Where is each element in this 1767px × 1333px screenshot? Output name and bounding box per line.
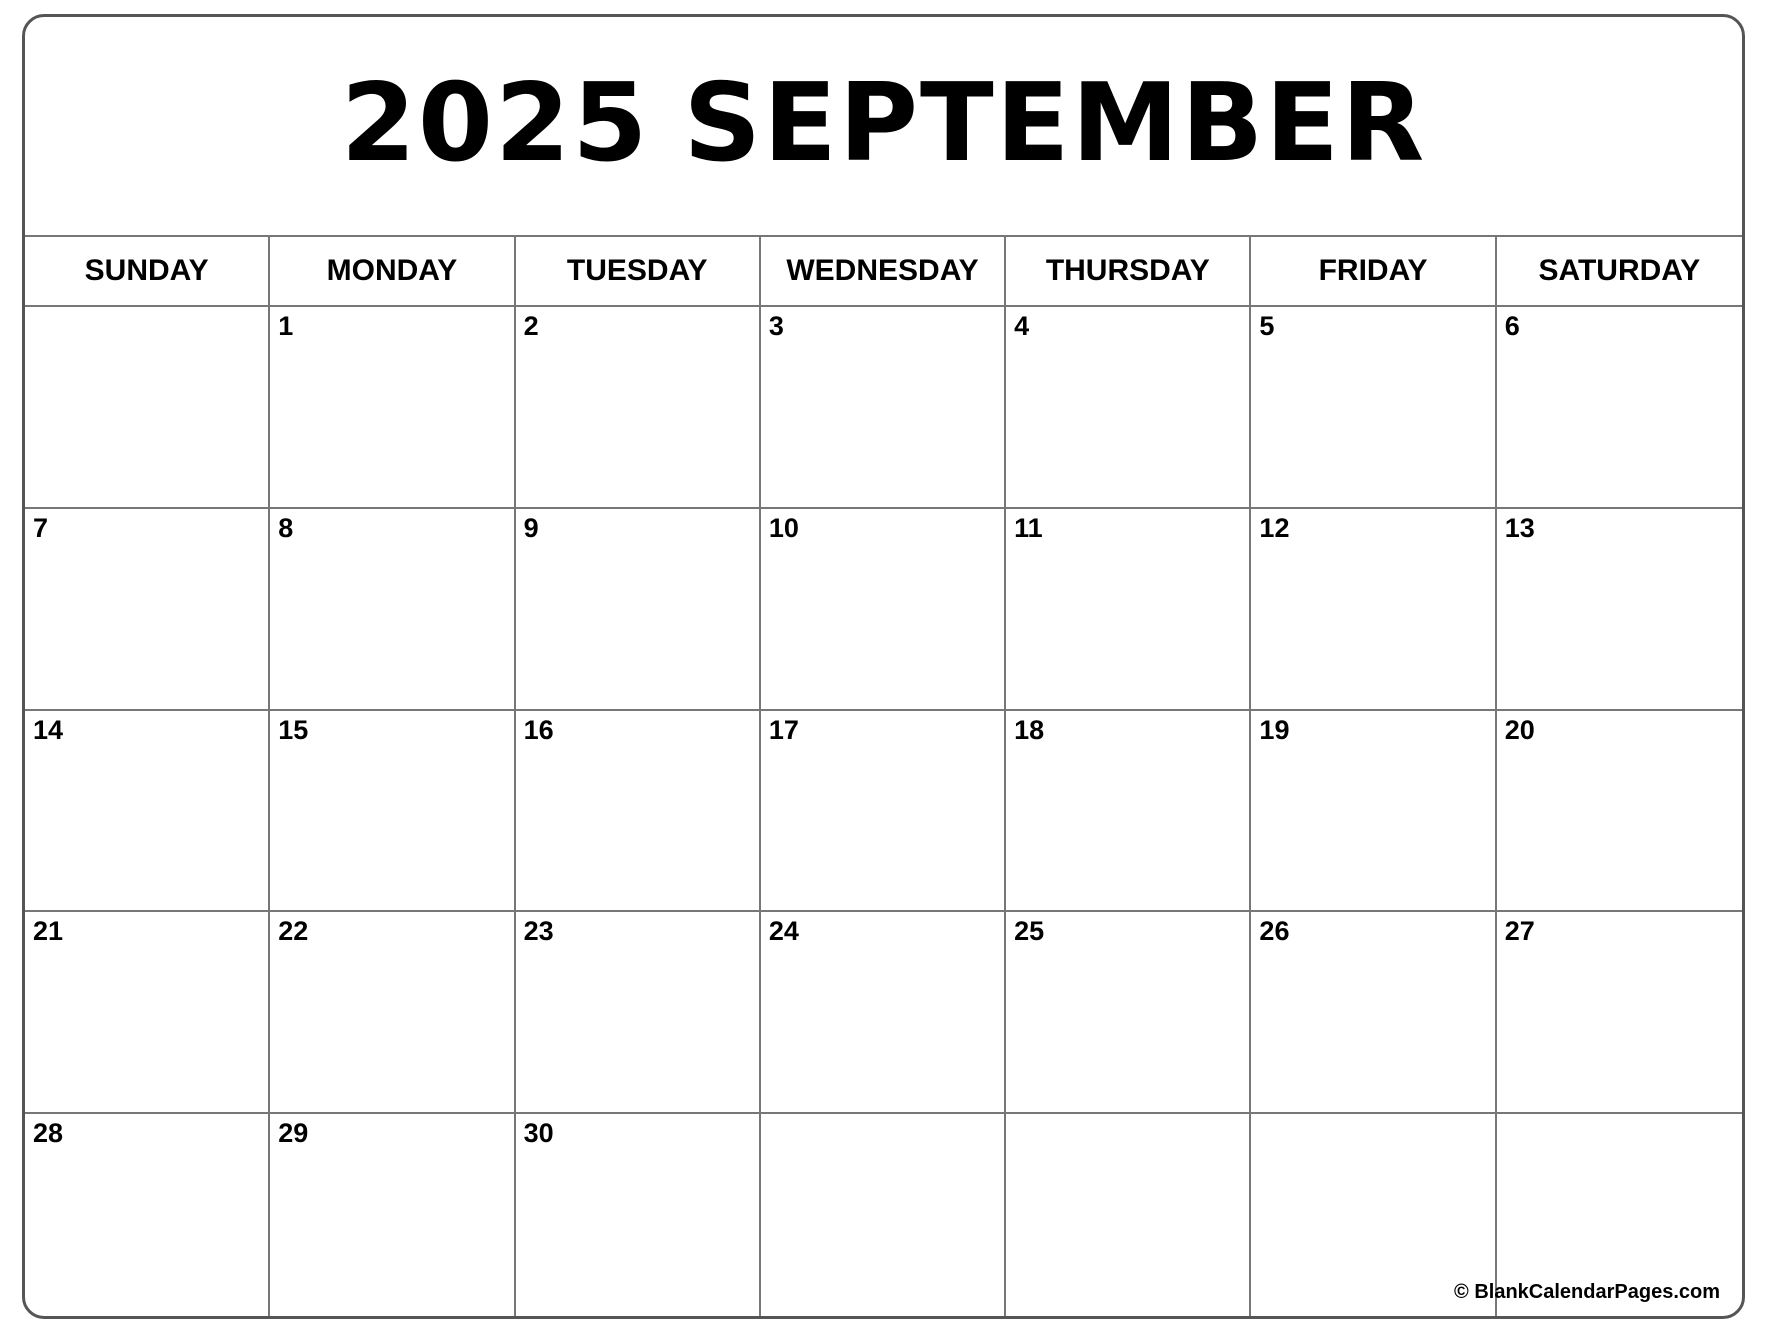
- day-number: 5: [1259, 311, 1275, 341]
- day-number: 18: [1014, 714, 1045, 745]
- weekday-thursday: THURSDAY: [1006, 237, 1251, 305]
- day-cell[interactable]: [25, 509, 270, 709]
- day-cell[interactable]: [761, 509, 1006, 709]
- day-cell[interactable]: [270, 307, 515, 507]
- day-cell[interactable]: [270, 1114, 515, 1316]
- day-cell[interactable]: [516, 711, 761, 911]
- day-cell[interactable]: [270, 912, 515, 1112]
- day-number: 2: [523, 311, 539, 341]
- week-row: [25, 711, 1742, 913]
- day-number: 4: [1014, 311, 1030, 341]
- day-cell[interactable]: [1006, 711, 1251, 911]
- day-number: 7: [33, 512, 49, 543]
- calendar-frame: [22, 14, 1745, 1319]
- day-number: 6: [1504, 311, 1520, 341]
- week-row: [25, 307, 1742, 509]
- day-cell[interactable]: [1251, 711, 1496, 911]
- weekday-sunday: SUNDAY: [25, 237, 270, 305]
- week-row: [25, 509, 1742, 711]
- day-number: 14: [33, 714, 64, 745]
- day-cell[interactable]: [761, 912, 1006, 1112]
- day-number: 15: [278, 714, 309, 745]
- day-cell[interactable]: [1497, 711, 1742, 911]
- day-cell[interactable]: [1251, 912, 1496, 1112]
- calendar-grid: [25, 307, 1742, 1316]
- day-cell[interactable]: [761, 307, 1006, 507]
- day-number: 17: [768, 714, 799, 745]
- calendar-title-bar: [25, 17, 1742, 237]
- day-number: 12: [1259, 512, 1290, 543]
- day-number: 27: [1504, 916, 1535, 947]
- day-number: 13: [1504, 512, 1535, 543]
- day-cell[interactable]: [270, 711, 515, 911]
- day-cell[interactable]: [25, 307, 270, 507]
- title-month: SEPTEMBER: [683, 61, 1427, 186]
- day-number: 3: [768, 311, 784, 341]
- day-number: 26: [1259, 916, 1290, 947]
- day-number: 11: [1014, 512, 1043, 543]
- weekday-friday: FRIDAY: [1251, 237, 1496, 305]
- site-credit: © BlankCalendarPages.com: [1454, 1281, 1720, 1303]
- day-number: 1: [278, 311, 294, 341]
- day-cell[interactable]: [1006, 912, 1251, 1112]
- day-number: 8: [278, 512, 294, 543]
- day-cell[interactable]: [516, 509, 761, 709]
- title-year: 2025: [340, 61, 650, 186]
- weekday-header-row: [25, 237, 1742, 307]
- day-cell[interactable]: [1497, 509, 1742, 709]
- day-number: 25: [1014, 916, 1045, 947]
- day-cell[interactable]: [761, 1114, 1006, 1316]
- day-cell[interactable]: [25, 711, 270, 911]
- day-cell[interactable]: [1497, 307, 1742, 507]
- day-cell[interactable]: [1497, 912, 1742, 1112]
- day-cell[interactable]: [516, 1114, 761, 1316]
- day-number: 24: [768, 916, 799, 947]
- weekday-tuesday: TUESDAY: [516, 237, 761, 305]
- day-number: 21: [33, 916, 64, 947]
- page-title: [340, 61, 1427, 186]
- day-number: 23: [523, 916, 554, 947]
- week-row: [25, 912, 1742, 1114]
- day-number: 28: [33, 1118, 64, 1149]
- day-number: 19: [1259, 714, 1290, 745]
- day-cell[interactable]: [761, 711, 1006, 911]
- day-cell[interactable]: [1006, 307, 1251, 507]
- weekday-wednesday: WEDNESDAY: [761, 237, 1006, 305]
- day-cell[interactable]: [1006, 509, 1251, 709]
- weekday-saturday: SATURDAY: [1538, 254, 1701, 287]
- day-number: 30: [523, 1118, 554, 1149]
- day-cell[interactable]: [1251, 509, 1496, 709]
- day-cell[interactable]: [25, 912, 270, 1112]
- day-cell[interactable]: [516, 307, 761, 507]
- day-cell[interactable]: [1006, 1114, 1251, 1316]
- weekday-monday: MONDAY: [270, 237, 515, 305]
- day-cell[interactable]: [270, 509, 515, 709]
- day-number: 9: [523, 512, 539, 543]
- day-cell[interactable]: [1251, 307, 1496, 507]
- day-number: 10: [768, 512, 799, 543]
- day-number: 20: [1504, 714, 1535, 745]
- day-number: 29: [278, 1118, 309, 1149]
- day-number: 22: [278, 916, 309, 947]
- day-number: 16: [523, 714, 554, 745]
- day-cell[interactable]: [25, 1114, 270, 1316]
- day-cell[interactable]: [516, 912, 761, 1112]
